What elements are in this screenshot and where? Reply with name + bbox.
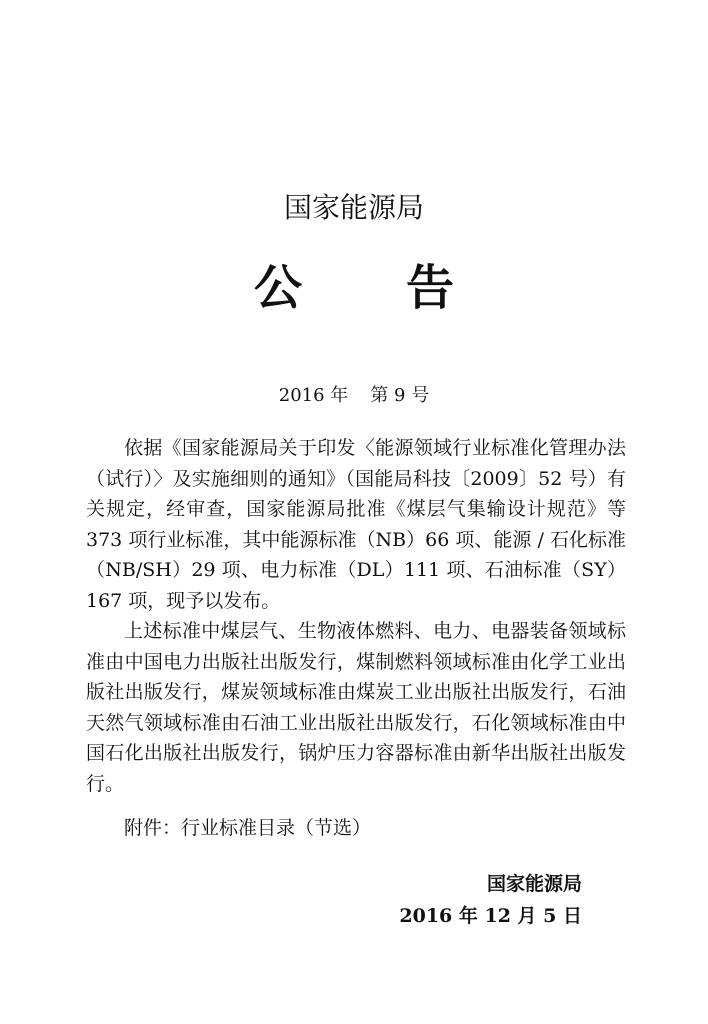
issuer-heading: 国家能源局 [283,191,424,224]
announcement-title [0,258,708,318]
signature-date: 2016 年 12 月 5 日 [399,905,582,927]
announcement-title-char-1: 公 [253,260,302,316]
document-number [0,382,708,410]
announcement-title-char-2: 告 [406,260,455,316]
body-paragraph-1: 依据《国家能源局关于印发〈能源领域行业标准化管理办法（试行）〉及实施细则的通知》（国能局科技〔2009〕52 号）有关规定，经审查，国家能源局批准《煤层气集输设计规范》等 373 项行业标准，其中能源标准（NB）66 项、能源 / 石化标准（NB/SH）29 项、电力标准（DL）111 项、石油标准（SY）167 项，现予以发布。 [86,437,626,612]
signature-block [399,868,582,932]
document-issue-number: 第 9 号 [370,385,430,406]
signature-issuer: 国家能源局 [486,873,582,895]
body-paragraph-2: 上述标准中煤层气、生物液体燃料、电力、电器装备领域标准由中国电力出版社出版发行，煤制燃料领域标准由化学工业出版社出版发行，煤炭领域标准由煤炭工业出版社出版发行，石油天然气领域标准由石油工业出版社出版发行，石化领域标准由中国石化出版社出版发行，锅炉压力容器标准由新华出版社出版发行。 [86,620,626,795]
attachment-note: 附件：行业标准目录（节选） [124,817,372,839]
document-year: 2016 年 [278,385,349,406]
announcement-body [86,433,626,799]
